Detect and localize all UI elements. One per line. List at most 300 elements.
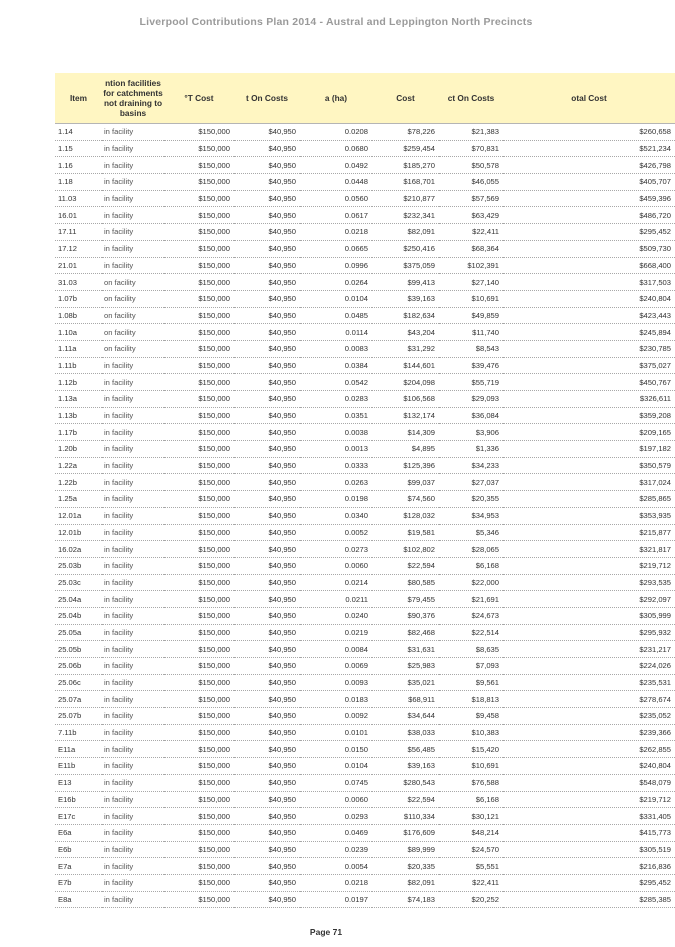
cell-area: 0.0469: [300, 824, 372, 841]
cell-on-costs: $40,950: [234, 824, 300, 841]
cell-on-costs: $40,950: [234, 858, 300, 875]
cell-area: 0.0052: [300, 524, 372, 541]
cell-area: 0.0150: [300, 741, 372, 758]
table-row: [55, 641, 675, 658]
cell-item: 25.05a: [55, 624, 102, 641]
cell-item: 1.11b: [55, 357, 102, 374]
cell-on-costs: $40,950: [234, 124, 300, 141]
cell-total-cost: $209,165: [503, 424, 675, 441]
header-description: ntion facilities for catchments not draining to basins: [102, 73, 164, 124]
cell-description: in facility: [102, 240, 164, 257]
cell-item: 1.22a: [55, 457, 102, 474]
cell-area: 0.0333: [300, 457, 372, 474]
cell-description: in facility: [102, 374, 164, 391]
cell-total-cost: $240,804: [503, 758, 675, 775]
cell-on-costs: $40,950: [234, 891, 300, 908]
table-body: [55, 124, 675, 908]
cell-land-cost: $110,334: [372, 808, 439, 825]
cell-land-on-costs: $76,588: [439, 774, 503, 791]
cell-area: 0.0273: [300, 541, 372, 558]
cell-area: 0.0218: [300, 224, 372, 241]
cell-item: E6b: [55, 841, 102, 858]
cell-area: 0.0492: [300, 157, 372, 174]
header-land-on-costs: ct On Costs: [439, 73, 503, 124]
cell-item: 25.03c: [55, 574, 102, 591]
cell-land-on-costs: $10,691: [439, 290, 503, 307]
cell-on-costs: $40,950: [234, 874, 300, 891]
cell-area: 0.0239: [300, 841, 372, 858]
cell-land-cost: $20,335: [372, 858, 439, 875]
table-row: [55, 374, 675, 391]
cell-item: 17.11: [55, 224, 102, 241]
cell-land-on-costs: $39,476: [439, 357, 503, 374]
table-row: [55, 240, 675, 257]
cell-total-cost: $317,024: [503, 474, 675, 491]
cell-area: 0.0560: [300, 190, 372, 207]
cell-on-costs: $40,950: [234, 307, 300, 324]
cell-item: E6a: [55, 824, 102, 841]
cell-item: E16b: [55, 791, 102, 808]
cell-area: 0.0183: [300, 691, 372, 708]
cell-description: in facility: [102, 824, 164, 841]
cell-item: 25.04a: [55, 591, 102, 608]
cell-land-on-costs: $3,906: [439, 424, 503, 441]
cell-on-costs: $40,950: [234, 257, 300, 274]
cell-area: 0.0283: [300, 391, 372, 408]
cell-item: E11a: [55, 741, 102, 758]
cell-land-on-costs: $6,168: [439, 557, 503, 574]
document-title: Liverpool Contributions Plan 2014 - Austral and Leppington North Precincts: [139, 16, 533, 28]
table-row: [55, 658, 675, 675]
cell-item: 16.02a: [55, 541, 102, 558]
cell-item: 1.07b: [55, 290, 102, 307]
cell-land-on-costs: $102,391: [439, 257, 503, 274]
cell-land-on-costs: $20,252: [439, 891, 503, 908]
table-row: [55, 290, 675, 307]
cell-total-cost: $278,674: [503, 691, 675, 708]
cell-total-cost: $350,579: [503, 457, 675, 474]
table-row: [55, 441, 675, 458]
cell-total-cost: $260,658: [503, 124, 675, 141]
cell-item: E7a: [55, 858, 102, 875]
table-row: [55, 174, 675, 191]
cell-total-cost: $262,855: [503, 741, 675, 758]
cell-total-cost: $423,443: [503, 307, 675, 324]
table-row: [55, 157, 675, 174]
cell-on-costs: $40,950: [234, 607, 300, 624]
cell-item: E8a: [55, 891, 102, 908]
cell-land-on-costs: $20,355: [439, 491, 503, 508]
cell-area: 0.0198: [300, 491, 372, 508]
table-row: [55, 858, 675, 875]
cell-cost: $150,000: [164, 524, 234, 541]
cell-on-costs: $40,950: [234, 491, 300, 508]
cell-cost: $150,000: [164, 224, 234, 241]
cell-cost: $150,000: [164, 624, 234, 641]
cell-description: in facility: [102, 674, 164, 691]
cell-on-costs: $40,950: [234, 391, 300, 408]
header-total-cost: otal Cost: [503, 73, 675, 124]
cell-on-costs: $40,950: [234, 541, 300, 558]
cell-land-cost: $34,644: [372, 708, 439, 725]
table-row: [55, 791, 675, 808]
cell-land-on-costs: $8,635: [439, 641, 503, 658]
cell-cost: $150,000: [164, 708, 234, 725]
cell-land-on-costs: $21,383: [439, 124, 503, 141]
cell-land-on-costs: $55,719: [439, 374, 503, 391]
table-row: [55, 741, 675, 758]
page-number: Page 71: [309, 927, 343, 937]
cell-item: 1.10a: [55, 324, 102, 341]
cell-land-cost: $82,091: [372, 224, 439, 241]
header-item: Item: [55, 73, 102, 124]
table-row: [55, 307, 675, 324]
cell-description: in facility: [102, 641, 164, 658]
table-row: [55, 207, 675, 224]
cell-land-cost: $35,021: [372, 674, 439, 691]
cell-cost: $150,000: [164, 641, 234, 658]
cell-cost: $150,000: [164, 724, 234, 741]
cell-item: 25.07a: [55, 691, 102, 708]
table-row: [55, 407, 675, 424]
cell-cost: $150,000: [164, 491, 234, 508]
cell-land-cost: $182,634: [372, 307, 439, 324]
cell-cost: $150,000: [164, 307, 234, 324]
table-row: [55, 758, 675, 775]
cell-on-costs: $40,950: [234, 240, 300, 257]
cell-area: 0.0104: [300, 290, 372, 307]
table-row: [55, 891, 675, 908]
cell-total-cost: $548,079: [503, 774, 675, 791]
cell-land-on-costs: $70,831: [439, 140, 503, 157]
cell-total-cost: $240,804: [503, 290, 675, 307]
table-row: [55, 607, 675, 624]
table-row: [55, 324, 675, 341]
contributions-table: [55, 73, 675, 908]
cell-area: 0.0340: [300, 507, 372, 524]
cell-cost: $150,000: [164, 391, 234, 408]
cell-description: on facility: [102, 307, 164, 324]
cell-cost: $150,000: [164, 424, 234, 441]
cell-on-costs: $40,950: [234, 190, 300, 207]
cell-land-on-costs: $24,570: [439, 841, 503, 858]
cell-total-cost: $521,234: [503, 140, 675, 157]
cell-area: 0.0013: [300, 441, 372, 458]
cell-description: in facility: [102, 808, 164, 825]
cell-cost: $150,000: [164, 257, 234, 274]
cell-description: in facility: [102, 708, 164, 725]
cell-land-on-costs: $1,336: [439, 441, 503, 458]
cell-area: 0.0996: [300, 257, 372, 274]
cell-description: in facility: [102, 758, 164, 775]
table-row: [55, 874, 675, 891]
cell-on-costs: $40,950: [234, 157, 300, 174]
cell-cost: $150,000: [164, 808, 234, 825]
cell-land-cost: $250,416: [372, 240, 439, 257]
table-row: [55, 574, 675, 591]
cell-cost: $150,000: [164, 374, 234, 391]
cell-area: 0.0054: [300, 858, 372, 875]
cell-total-cost: $326,611: [503, 391, 675, 408]
cell-item: 25.05b: [55, 641, 102, 658]
cell-total-cost: $295,452: [503, 224, 675, 241]
cell-total-cost: $305,519: [503, 841, 675, 858]
cell-total-cost: $239,366: [503, 724, 675, 741]
cell-cost: $150,000: [164, 758, 234, 775]
cell-on-costs: $40,950: [234, 774, 300, 791]
cell-description: in facility: [102, 124, 164, 141]
cell-total-cost: $215,877: [503, 524, 675, 541]
cell-land-cost: $79,455: [372, 591, 439, 608]
cell-land-on-costs: $22,514: [439, 624, 503, 641]
cell-description: in facility: [102, 891, 164, 908]
cell-land-cost: $99,037: [372, 474, 439, 491]
cell-cost: $150,000: [164, 741, 234, 758]
cell-land-cost: $99,413: [372, 274, 439, 291]
cell-land-on-costs: $5,551: [439, 858, 503, 875]
cell-description: in facility: [102, 491, 164, 508]
cell-description: in facility: [102, 424, 164, 441]
cell-item: 1.13b: [55, 407, 102, 424]
cell-on-costs: $40,950: [234, 374, 300, 391]
cell-land-cost: $43,204: [372, 324, 439, 341]
cell-cost: $150,000: [164, 841, 234, 858]
cell-description: in facility: [102, 407, 164, 424]
cell-land-on-costs: $8,543: [439, 340, 503, 357]
cell-land-on-costs: $10,383: [439, 724, 503, 741]
cell-land-on-costs: $9,458: [439, 708, 503, 725]
header-land-cost: Cost: [372, 73, 439, 124]
cell-item: 7.11b: [55, 724, 102, 741]
cell-description: in facility: [102, 874, 164, 891]
cell-item: 1.16: [55, 157, 102, 174]
cell-description: in facility: [102, 257, 164, 274]
cell-item: 1.14: [55, 124, 102, 141]
table-row: [55, 841, 675, 858]
cell-total-cost: $321,817: [503, 541, 675, 558]
cell-area: 0.0680: [300, 140, 372, 157]
cell-on-costs: $40,950: [234, 724, 300, 741]
cell-on-costs: $40,950: [234, 557, 300, 574]
cell-total-cost: $219,712: [503, 557, 675, 574]
table-row: [55, 507, 675, 524]
cell-description: in facility: [102, 557, 164, 574]
header-on-costs: t On Costs: [234, 73, 300, 124]
cell-description: in facility: [102, 624, 164, 641]
cell-land-cost: $38,033: [372, 724, 439, 741]
cell-item: 1.25a: [55, 491, 102, 508]
cell-area: 0.0092: [300, 708, 372, 725]
cell-description: in facility: [102, 591, 164, 608]
cell-land-on-costs: $34,233: [439, 457, 503, 474]
cell-area: 0.0060: [300, 557, 372, 574]
cell-cost: $150,000: [164, 207, 234, 224]
cell-total-cost: $450,767: [503, 374, 675, 391]
cell-total-cost: $353,935: [503, 507, 675, 524]
cell-total-cost: $295,452: [503, 874, 675, 891]
cell-area: 0.0745: [300, 774, 372, 791]
cell-land-cost: $132,174: [372, 407, 439, 424]
cell-item: 1.18: [55, 174, 102, 191]
cell-area: 0.0069: [300, 658, 372, 675]
cell-on-costs: $40,950: [234, 357, 300, 374]
cell-land-on-costs: $21,691: [439, 591, 503, 608]
cell-land-on-costs: $36,084: [439, 407, 503, 424]
cell-description: in facility: [102, 224, 164, 241]
cell-area: 0.0293: [300, 808, 372, 825]
cell-land-on-costs: $46,055: [439, 174, 503, 191]
cell-land-cost: $82,091: [372, 874, 439, 891]
table-header-row: [55, 73, 675, 124]
cell-area: 0.0093: [300, 674, 372, 691]
cell-land-on-costs: $27,140: [439, 274, 503, 291]
table-row: [55, 491, 675, 508]
cell-total-cost: $317,503: [503, 274, 675, 291]
cell-land-cost: $31,631: [372, 641, 439, 658]
cell-land-cost: $232,341: [372, 207, 439, 224]
cell-total-cost: $509,730: [503, 240, 675, 257]
cell-land-on-costs: $30,121: [439, 808, 503, 825]
cell-land-cost: $39,163: [372, 290, 439, 307]
cell-land-cost: $204,098: [372, 374, 439, 391]
table-row: [55, 274, 675, 291]
cell-land-on-costs: $5,346: [439, 524, 503, 541]
cell-on-costs: $40,950: [234, 624, 300, 641]
cell-total-cost: $235,052: [503, 708, 675, 725]
cell-area: 0.0263: [300, 474, 372, 491]
cell-area: 0.0211: [300, 591, 372, 608]
table-row: [55, 674, 675, 691]
cell-item: 1.17b: [55, 424, 102, 441]
cell-area: 0.0214: [300, 574, 372, 591]
cell-item: 17.12: [55, 240, 102, 257]
cell-description: in facility: [102, 841, 164, 858]
cell-land-cost: $74,560: [372, 491, 439, 508]
cell-cost: $150,000: [164, 174, 234, 191]
cell-on-costs: $40,950: [234, 708, 300, 725]
table-row: [55, 591, 675, 608]
cell-land-cost: $68,911: [372, 691, 439, 708]
table-row: [55, 124, 675, 141]
cell-land-cost: $176,609: [372, 824, 439, 841]
cell-land-on-costs: $11,740: [439, 324, 503, 341]
cell-land-on-costs: $34,953: [439, 507, 503, 524]
cell-land-on-costs: $29,093: [439, 391, 503, 408]
cell-on-costs: $40,950: [234, 808, 300, 825]
cell-item: E17c: [55, 808, 102, 825]
cell-description: in facility: [102, 457, 164, 474]
cell-area: 0.0665: [300, 240, 372, 257]
table-row: [55, 774, 675, 791]
cell-description: in facility: [102, 541, 164, 558]
cell-total-cost: $668,400: [503, 257, 675, 274]
table-row: [55, 257, 675, 274]
cell-land-on-costs: $50,578: [439, 157, 503, 174]
cell-on-costs: $40,950: [234, 741, 300, 758]
cell-total-cost: $285,385: [503, 891, 675, 908]
cell-item: 1.13a: [55, 391, 102, 408]
cell-land-cost: $56,485: [372, 741, 439, 758]
cell-cost: $150,000: [164, 824, 234, 841]
cell-cost: $150,000: [164, 541, 234, 558]
cell-item: 25.04b: [55, 607, 102, 624]
cell-land-cost: $106,568: [372, 391, 439, 408]
cell-on-costs: $40,950: [234, 441, 300, 458]
cell-land-on-costs: $57,569: [439, 190, 503, 207]
cell-land-cost: $210,877: [372, 190, 439, 207]
cell-on-costs: $40,950: [234, 340, 300, 357]
cell-description: in facility: [102, 791, 164, 808]
cell-item: 21.01: [55, 257, 102, 274]
cell-description: in facility: [102, 658, 164, 675]
cell-cost: $150,000: [164, 190, 234, 207]
cell-total-cost: $305,999: [503, 607, 675, 624]
cell-land-cost: $39,163: [372, 758, 439, 775]
cell-cost: $150,000: [164, 874, 234, 891]
cell-land-cost: $90,376: [372, 607, 439, 624]
cell-land-cost: $4,895: [372, 441, 439, 458]
cell-on-costs: $40,950: [234, 507, 300, 524]
cell-land-on-costs: $68,364: [439, 240, 503, 257]
cell-total-cost: $486,720: [503, 207, 675, 224]
cell-area: 0.0448: [300, 174, 372, 191]
cell-cost: $150,000: [164, 157, 234, 174]
cell-area: 0.0084: [300, 641, 372, 658]
cell-area: 0.0197: [300, 891, 372, 908]
cell-description: in facility: [102, 574, 164, 591]
cell-area: 0.0240: [300, 607, 372, 624]
cell-land-on-costs: $27,037: [439, 474, 503, 491]
cell-land-cost: $22,594: [372, 791, 439, 808]
cell-land-cost: $74,183: [372, 891, 439, 908]
cell-area: 0.0264: [300, 274, 372, 291]
cell-item: E7b: [55, 874, 102, 891]
cell-item: 25.03b: [55, 557, 102, 574]
cell-on-costs: $40,950: [234, 407, 300, 424]
cell-total-cost: $224,026: [503, 658, 675, 675]
table-row: [55, 824, 675, 841]
table-row: [55, 190, 675, 207]
cell-total-cost: $285,865: [503, 491, 675, 508]
cell-cost: $150,000: [164, 891, 234, 908]
cell-item: 16.01: [55, 207, 102, 224]
cell-land-on-costs: $63,429: [439, 207, 503, 224]
cell-area: 0.0542: [300, 374, 372, 391]
cell-on-costs: $40,950: [234, 658, 300, 675]
cell-cost: $150,000: [164, 407, 234, 424]
cell-cost: $150,000: [164, 240, 234, 257]
table-row: [55, 474, 675, 491]
cell-cost: $150,000: [164, 791, 234, 808]
cell-land-cost: $102,802: [372, 541, 439, 558]
cell-cost: $150,000: [164, 441, 234, 458]
cell-on-costs: $40,950: [234, 324, 300, 341]
cell-description: on facility: [102, 340, 164, 357]
cell-land-on-costs: $9,561: [439, 674, 503, 691]
cell-description: in facility: [102, 474, 164, 491]
cell-land-cost: $82,468: [372, 624, 439, 641]
cell-land-cost: $25,983: [372, 658, 439, 675]
table-row: [55, 391, 675, 408]
cell-description: in facility: [102, 357, 164, 374]
cell-on-costs: $40,950: [234, 791, 300, 808]
cell-description: in facility: [102, 174, 164, 191]
cell-item: 1.22b: [55, 474, 102, 491]
cell-on-costs: $40,950: [234, 524, 300, 541]
cell-description: in facility: [102, 207, 164, 224]
table-row: [55, 808, 675, 825]
cell-land-cost: $78,226: [372, 124, 439, 141]
